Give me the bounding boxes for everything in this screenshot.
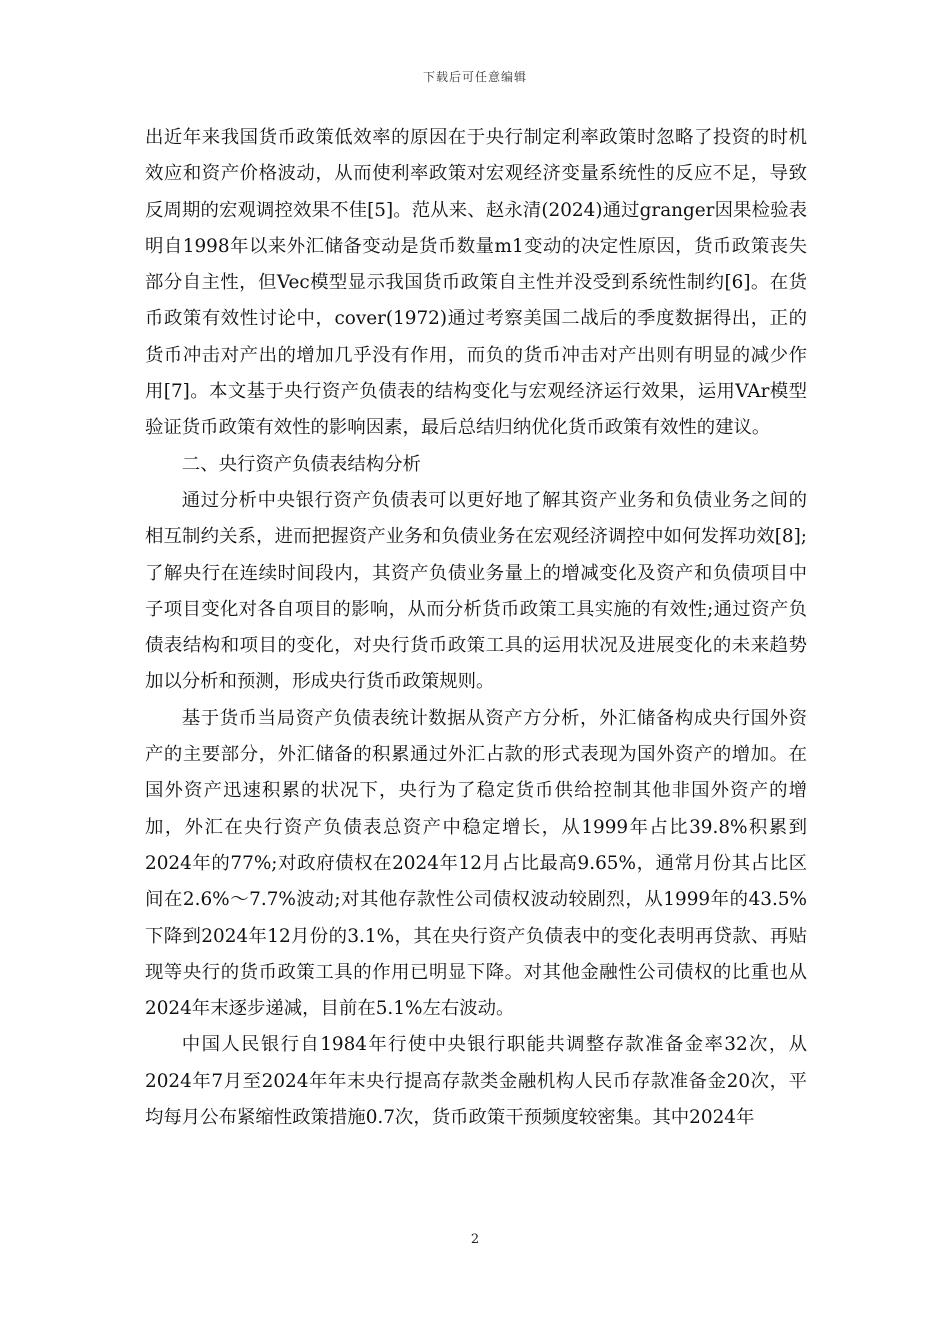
section-heading: 二、央行资产负债表结构分析 (181, 453, 421, 475)
document-body (145, 120, 807, 1136)
paragraph: 中国人民银行自1984年行使中央银行职能共调整存款准备金率32次，从2024年7月至2024年年末央行提高存款类金融机构人民币存款准备金20次，平均每月公布紧缩性政策措施0.7次，货币政策干预频度较密集。其中2024年 (145, 1034, 807, 1129)
page-number: 2 (470, 1232, 480, 1247)
paragraph: 基于货币当局资产负债表统计数据从资产方分析，外汇储备构成央行国外资产的主要部分，外汇储备的积累通过外汇占款的形式表现为国外资产的增加。在国外资产迅速积累的状况下，央行为了稳定货币供给控制其他非国外资产的增加，外汇在央行资产负债表总资产中稳定增长，从1999年占比39.8%积累到2024年的77%;对政府债权在2024年12月占比最高9.65%，通常月份其占比区间在2.6%～7.7%波动;对其他存款性公司债权波动较剧烈，从1999年的43.5%下降到2024年12月份的3.1%，其在央行资产负债表中的变化表明再贷款、再贴现等央行的货币政策工具的作用已明显下降。对其他金融性公司债权的比重也从2024年末逐步递减，目前在5.1%左右波动。 (145, 707, 807, 1020)
paragraph: 通过分析中央银行资产负债表可以更好地了解其资产业务和负债业务之间的相互制约关系，进而把握资产业务和负债业务在宏观经济调控中如何发挥功效[8];了解央行在连续时间段内，其资产负债业务量上的增减变化及资产和负债项目中子项目变化对各自项目的影响，从而分析货币政策工具实施的有效性;通过资产负债表结构和项目的变化，对央行货币政策工具的运用状况及进展变化的未来趋势加以分析和预测，形成央行货币政策规则。 (145, 489, 807, 693)
page-header: 下载后可任意编辑 (422, 70, 527, 84)
paragraph-continuation: 出近年来我国货币政策低效率的原因在于央行制定利率政策时忽略了投资的时机效应和资产价格波动，从而使利率政策对宏观经济变量系统性的反应不足，导致反周期的宏观调控效果不佳[5]。范从来、赵永清(2024)通过granger因果检验表明自1998年以来外汇储备变动是货币数量m1变动的决定性原因，货币政策丧失部分自主性，但Vec模型显示我国货币政策自主性并没受到系统性制约[6]。在货币政策有效性讨论中，cover(1972)通过考察美国二战后的季度数据得出，正的货币冲击对产出的增加几乎没有作用，而负的货币冲击对产出则有明显的减少作用[7]。本文基于央行资产负债表的结构变化与宏观经济运行效果，运用VAr模型验证货币政策有效性的影响因素，最后总结归纳优化货币政策有效性的建议。 (145, 127, 807, 439)
